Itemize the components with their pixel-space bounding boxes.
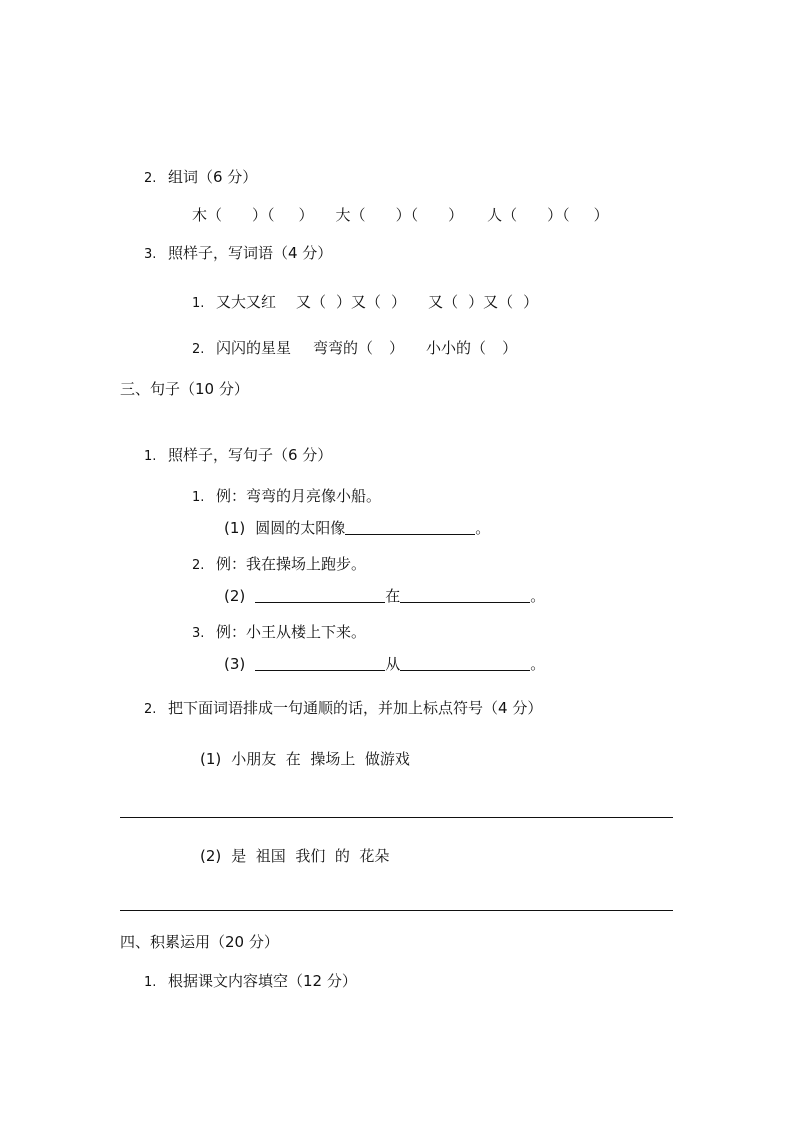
sub-number: (1)	[224, 519, 246, 537]
item-number: 1.	[192, 490, 205, 505]
word-group-item: ）	[298, 206, 314, 224]
sentence-example-2	[192, 554, 366, 576]
example-sentence: 例：我在操场上跑步。	[216, 555, 367, 573]
section3-question-1	[144, 445, 332, 467]
pattern-part: 又（	[428, 293, 459, 311]
section-title: 三、句子（10 分）	[120, 380, 249, 398]
pattern-part: ）	[523, 293, 539, 311]
question-title: 照样子，写句子（6 分）	[168, 446, 333, 464]
word-pattern-1	[192, 292, 538, 314]
word-group-item: 木（	[192, 206, 223, 224]
section-title: 四、积累运用（20 分）	[120, 933, 279, 951]
question-title: 照样子，写词语（4 分）	[168, 244, 333, 262]
word-group-item: 人（	[487, 206, 518, 224]
sub-number: (2)	[200, 847, 222, 865]
answer-line[interactable]	[120, 910, 673, 911]
section4-question-1	[144, 971, 357, 993]
sentence-example-3	[192, 622, 366, 644]
reorder-item-1	[200, 749, 410, 769]
question-title: 根据课文内容填空（12 分）	[168, 972, 357, 990]
word-group-item: ）（	[252, 206, 275, 224]
sub-number: (2)	[224, 587, 246, 605]
sentence-connector: 从	[385, 655, 401, 673]
section3-question-2	[144, 698, 542, 720]
answer-blank[interactable]	[255, 586, 385, 603]
sentence-answer-2	[224, 586, 545, 606]
word-group-item: 大（	[335, 206, 366, 224]
word-group-row	[192, 205, 609, 225]
sentence-example-1	[192, 486, 381, 508]
question-number: 1.	[144, 975, 157, 990]
sentence-end: 。	[475, 519, 491, 537]
question-2	[144, 167, 257, 189]
sub-number: (3)	[224, 655, 246, 673]
pattern-part: 弯弯的（	[313, 339, 374, 357]
example-sentence: 例：弯弯的月亮像小船。	[216, 487, 382, 505]
sentence-prompt: 圆圆的太阳像	[255, 519, 346, 537]
pattern-part: 又（	[296, 293, 327, 311]
pattern-part: ）	[391, 293, 407, 311]
answer-blank[interactable]	[400, 586, 530, 603]
question-number: 1.	[144, 449, 157, 464]
question-number: 3.	[144, 247, 157, 262]
pattern-part: 小小的（	[426, 339, 487, 357]
word-pattern-2	[192, 338, 517, 360]
pattern-part: ）又（	[468, 293, 514, 311]
example-word: 闪闪的星星	[216, 339, 292, 357]
sentence-end: 。	[530, 655, 546, 673]
sub-number: (1)	[200, 750, 222, 768]
sentence-end: 。	[530, 587, 546, 605]
sentence-connector: 在	[385, 587, 401, 605]
sentence-answer-1	[224, 518, 490, 538]
answer-blank[interactable]	[255, 654, 385, 671]
item-number: 3.	[192, 626, 205, 641]
question-title: 组词（6 分）	[168, 168, 258, 186]
question-number: 2.	[144, 702, 157, 717]
example-sentence: 例：小王从楼上下来。	[216, 623, 367, 641]
item-number: 2.	[192, 558, 205, 573]
question-3	[144, 243, 332, 265]
item-number: 2.	[192, 342, 205, 357]
pattern-part: ）	[502, 339, 518, 357]
sentence-answer-3	[224, 654, 545, 674]
pattern-part: ）	[389, 339, 405, 357]
question-number: 2.	[144, 171, 157, 186]
answer-line[interactable]	[120, 817, 673, 818]
word-group-item: ）	[593, 206, 609, 224]
word-list: 是 祖国 我们 的 花朵	[231, 847, 390, 865]
question-title: 把下面词语排成一句通顺的话，并加上标点符号（4 分）	[168, 699, 543, 717]
answer-blank[interactable]	[345, 518, 475, 535]
word-group-item: ）（	[547, 206, 570, 224]
item-number: 1.	[192, 296, 205, 311]
reorder-item-2	[200, 846, 389, 866]
answer-blank[interactable]	[400, 654, 530, 671]
example-word: 又大又红	[216, 293, 277, 311]
word-list: 小朋友 在 操场上 做游戏	[231, 750, 410, 768]
word-group-item: ）（	[395, 206, 419, 224]
word-group-item: ）	[448, 206, 464, 224]
pattern-part: ）又（	[336, 293, 382, 311]
